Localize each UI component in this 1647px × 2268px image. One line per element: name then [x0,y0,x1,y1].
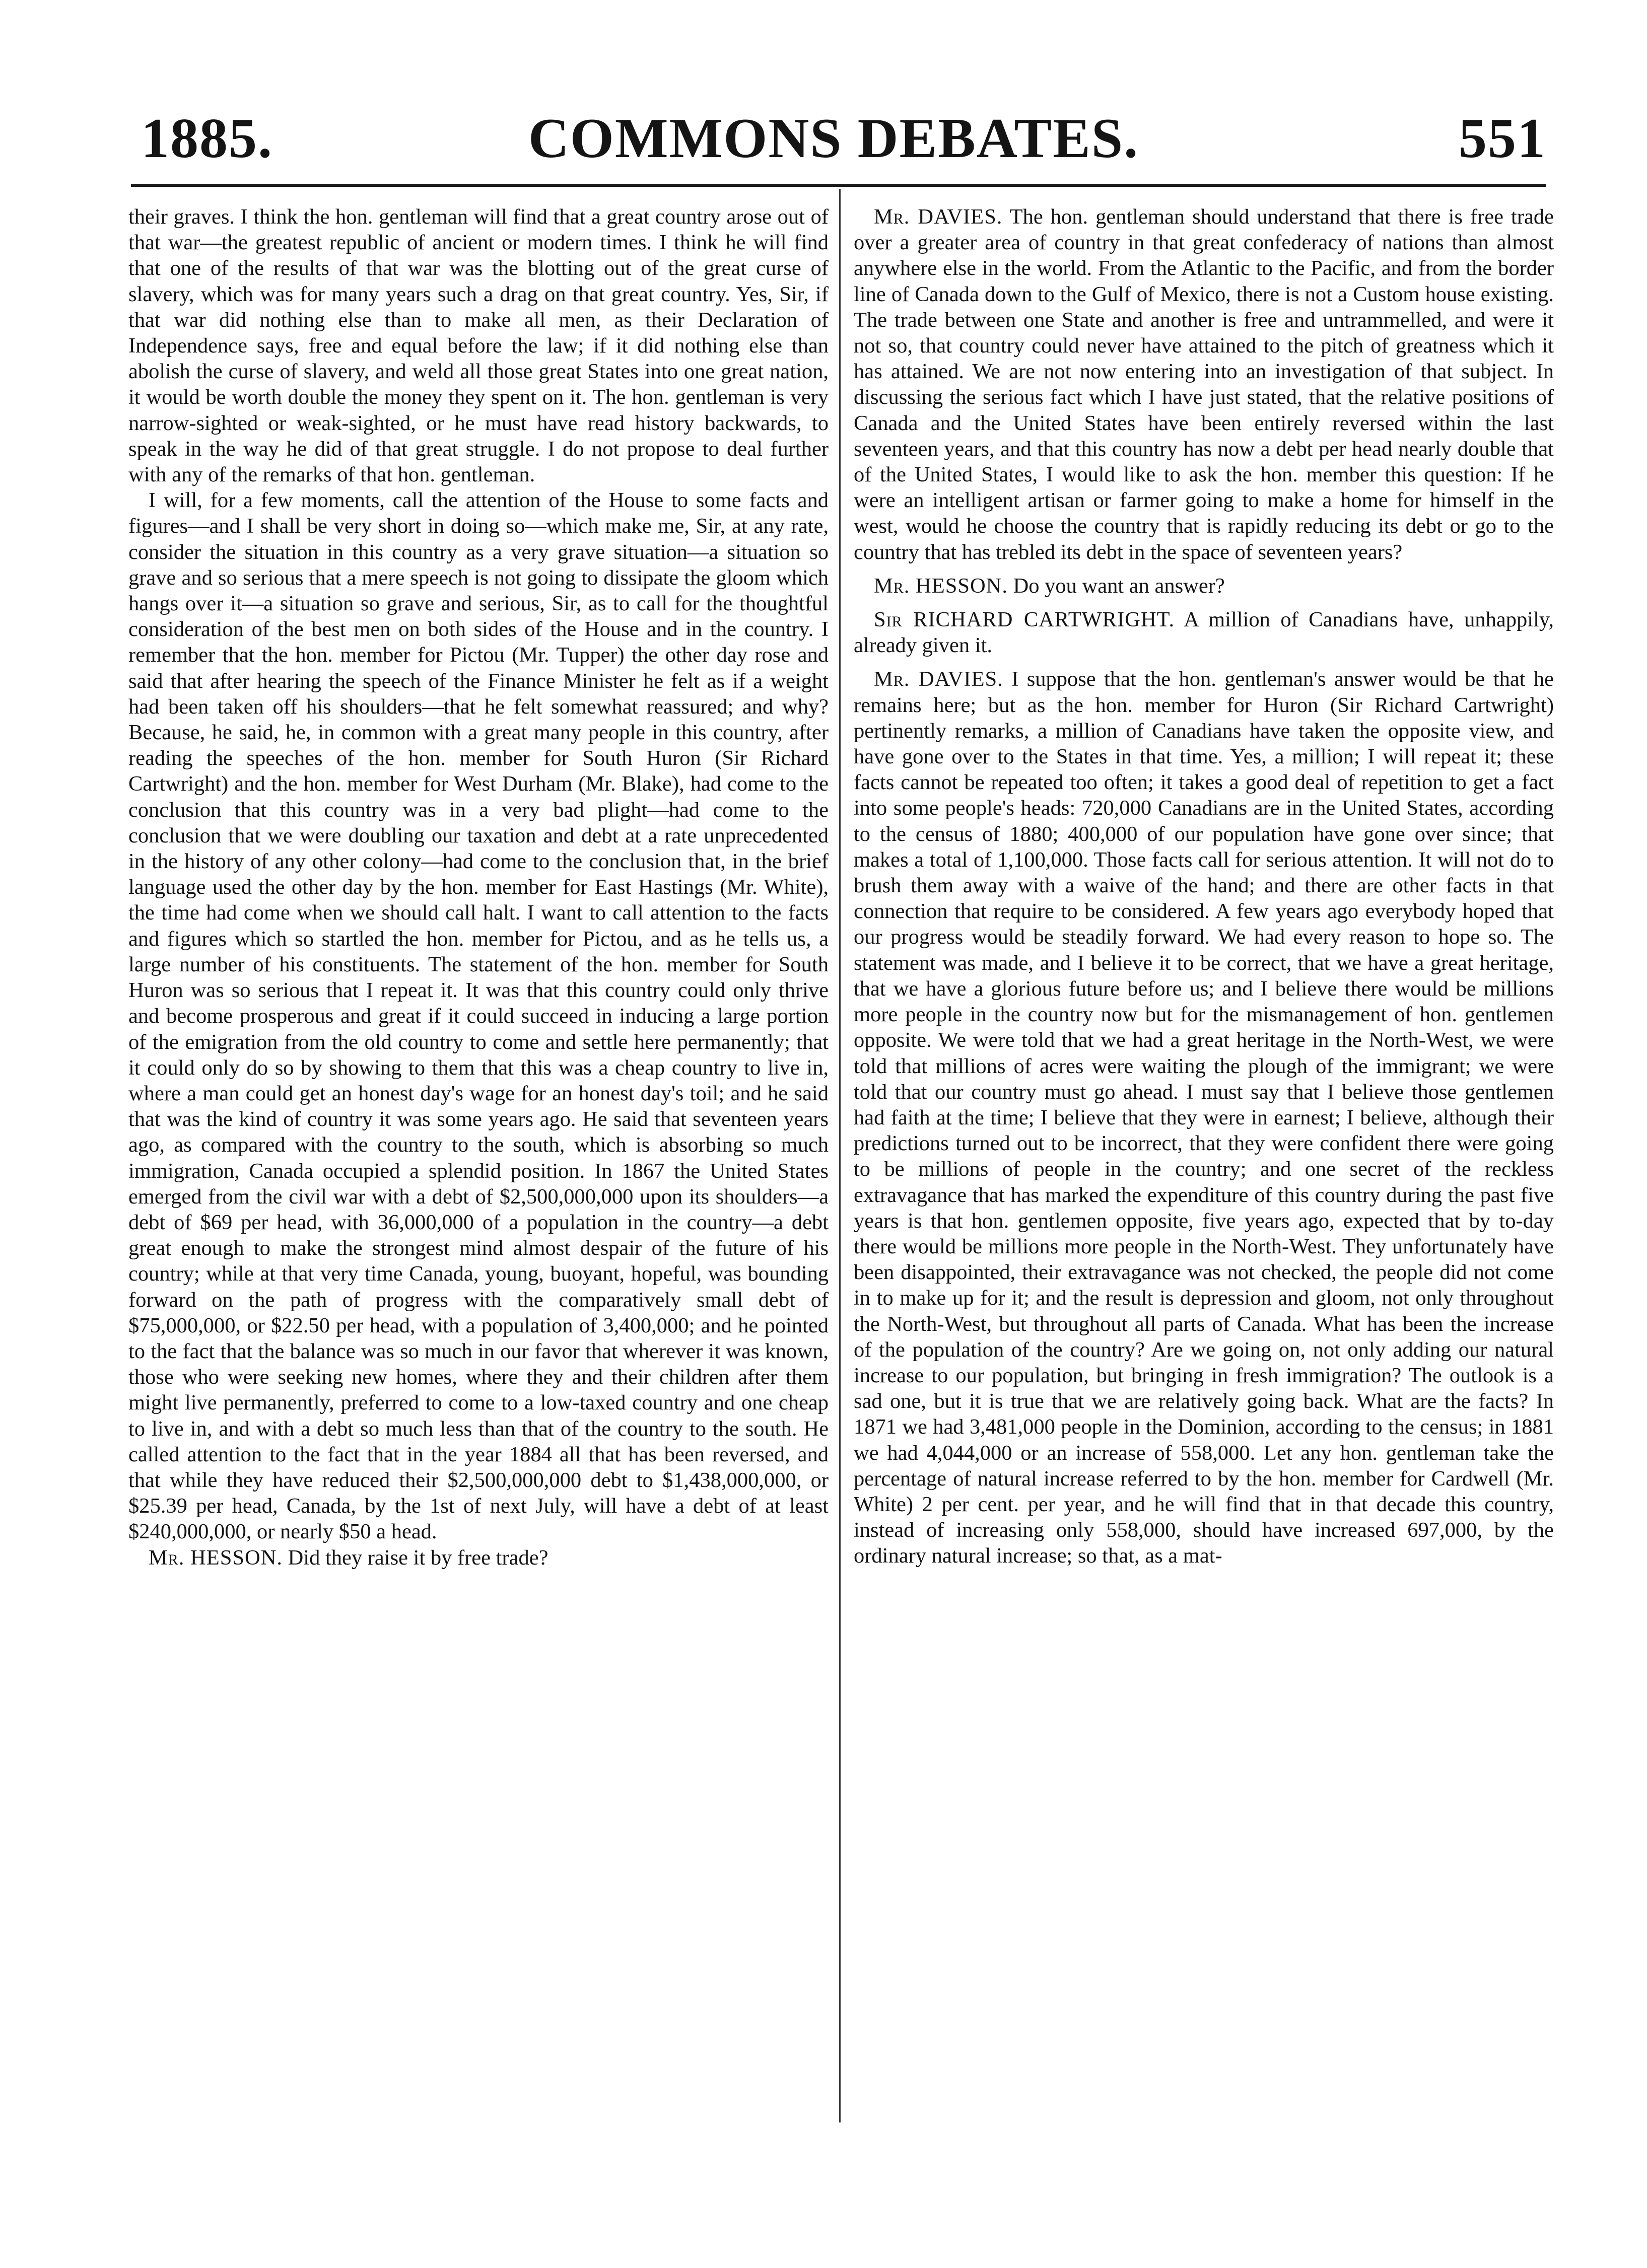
header-title: COMMONS DEBATES. [528,107,1139,170]
speech-text: A million of Canadians have, unhappily, already given it. [854,608,1554,658]
header-page-number: 551 [1459,107,1546,170]
left-column [128,204,829,1571]
header-year: 1885. [141,107,273,170]
page-header [121,106,1546,171]
speaker-name: Mr. HESSON. [149,1545,283,1570]
speech-text: Do you want an answer? [1013,574,1225,598]
left-paragraph-3 [128,1545,829,1571]
left-paragraph-1: their graves. I think the hon. gentleman will find that a great country arose out of that war—the greatest republic of ancient or modern times. I think he will find that one of the results of that war was the blotting out of the great curse of slavery, which was for many years such a drag on that great country. Yes, Sir, if that war did nothing else than to make all men, as their Declaration of Independence says, free and equal before the law; if it did nothing else than abolish the curse of slavery, and weld all those great States into one great nation, it would be worth double the money they spent on it. The hon. gentleman is very narrow-sighted or weak-sighted, or he must have read history backwards, to speak in the way he did of that great struggle. I do not propose to deal further with any of the remarks of that hon. gentleman. [128,205,829,487]
speech-text: Did they raise it by free trade? [288,1545,548,1570]
right-paragraph-3 [854,607,1554,658]
speaker-name: Sir RICHARD CARTWRIGHT. [874,608,1175,632]
speaker-name: Mr. HESSON. [874,574,1008,598]
speech-text: I suppose that the hon. gentleman's answer would be that he remains here; but as the hon. member for Huron (Sir Richard Cartwright) pertinently remarks, a million of Canadians have taken the opposite view, and have gone over to the States in that time. Yes, a million; I will repeat it; these facts cannot be repeated too often; it takes a good deal of repetition to get a fact into some people's heads: 720,000 Canadians are in the United States, according to the census of 1880; 400,000 of our population have gone over since; that makes a total of 1,100,000. Those facts call for serious attention. It will not do to brush them away with a waive of the hand; and there are other facts in that connection that require to be considered. A few years ago everybody hoped that our progress would be steadily forward. We had every reason to hope so. The statement was made, and I believe it to be correct, that we have a great heritage, that we have a glorious future before us; and I believe there would be millions more people in the country now but for the mismanagement of hon. gentlemen opposite. We were told that we had a great heritage in the North-West, we were told that millions of acres were waiting the plough of the immigrant; we were told that our country must go ahead. I must say that I believe those gentlemen had faith at the time; I believe that they were in earnest; I believe, although their predictions turned out to be incorrect, that they were confident there were going to be millions of people in the country; and one secret of the reckless extravagance that has marked the expenditure of this country during the past five years is that hon. gentlemen opposite, five years ago, expected that by to-day there would be millions more people in the North-West. They unfortunately have been disappointed, their extravagance was not checked, the people did not come in to make up for it; and the result is depression and gloom, not only throughout the North-West, but throughout all parts of Canada. What has been the increase of the population of the country? Are we going on, not only adding our natural increase to our population, but bringing in fresh immigration? The outlook is a sad one, but it is true that we are relatively going back. What are the facts? In 1871 we had 3,481,000 people in the Dominion, according to the census; in 1881 we had 4,044,000 or an increase of 558,000. Let any hon. gentleman take the percentage of natural increase referred to by the hon. member for Cardwell (Mr. White) 2 per cent. per year, and he will find that in that decade this country, instead of increasing only 558,000, should have increased 697,000, by the ordinary natural increase; so that, as a mat- [854,667,1554,1568]
speech-text: The hon. gentleman should understand that there is free trade over a greater area of country in that great confederacy of nations than almost anywhere else in the world. From the Atlantic to the Pacific, and from the border line of Canada down to the Gulf of Mexico, there is not a Custom house existing. The trade between one State and another is free and untrammelled, and were it not so, that country could never have attained to the pitch of greatness which it has attained. We are not now entering into an investigation of that subject. In discussing the serious fact which I have just stated, that the relative positions of Canada and the United States have been entirely reversed within the last seventeen years, and that this country has now a debt per head nearly double that of the United States, I would like to ask the hon. member this question: If he were an intelligent artisan or farmer going to make a home for himself in the west, would he choose the country that is rapidly reducing its debt or go to the country that has trebled its debt in the space of seventeen years? [854,205,1554,564]
right-paragraph-2 [854,573,1554,599]
right-paragraph-4 [854,666,1554,1569]
speaker-name: Mr. DAVIES. [874,667,1003,691]
column-divider [839,189,841,2122]
left-paragraph-2: I will, for a few moments, call the attention of the House to some facts and figures—and I shall be very short in doing so—which make me, Sir, at any rate, consider the situation in this country as a very grave situation—a situation so grave and so serious that a mere speech is not going to dissipate the gloom which hangs over it—a situation so grave and serious, Sir, as to call for the thoughtful consideration of the best men on both sides of the House and in the country. I remember that the hon. member for Pictou (Mr. Tupper) the other day rose and said that after hearing the speech of the Finance Minister he felt as if a weight had been taken off his shoulders—that he felt somewhat reassured; and why? Because, he said, he, in common with a great many people in this country, after reading the speeches of the hon. member for South Huron (Sir Richard Cartwright) and the hon. member for West Durham (Mr. Blake), had come to the conclusion that this country was in a very bad plight—had come to the conclusion that we were doubling our taxation and debt at a rate unprecedented in the history of any other colony—had come to the conclusion that, in the brief language used the other day by the hon. member for East Hastings (Mr. White), the time had come when we should call halt. I want to call attention to the facts and figures which so startled the hon. member for Pictou, and as he tells us, a large number of his constituents. The statement of the hon. member for South Huron was so serious that I repeat it. It was that this country could only thrive and become prosperous and great if it could succeed in inducing a large portion of the emigration from the old country to come and settle here permanently; that it could only do so by showing to them that this was a cheap country to live in, where a man could get an honest day's wage for an honest day's toil; and he said that was the kind of country it was some years ago. He said that seventeen years ago, as compared with the country to the south, which is absorbing so much immigration, Canada occupied a splendid position. In 1867 the United States emerged from the civil war with a debt of $2,500,000,000 upon its shoulders—a debt of $69 per head, with 36,000,000 of a population in the country—a debt great enough to make the strongest mind almost despair of the future of his country; while at that very time Canada, young, buoyant, hopeful, was bounding forward on the path of progress with the comparatively small debt of $75,000,000, or $22.50 per head, with a population of 3,400,000; and he pointed to the fact that the balance was so much in our favor that wherever it was known, those who were seeking new homes, where they and their children after them might live permanently, preferred to come to a low-taxed country and one cheap to live in, and with a debt so much less than that of the country to the south. He called attention to the fact that in the year 1884 all that has been reversed, and that while they have reduced their $2,500,000,000 debt to $1,438,000,000, or $25.39 per head, Canada, by the 1st of next July, will have a debt of at least $240,000,000, or nearly $50 a head. [128,488,829,1544]
speaker-name: Mr. DAVIES. [874,205,1003,229]
header-rule [131,184,1546,187]
right-paragraph-1 [854,204,1554,565]
right-column [854,204,1554,1569]
